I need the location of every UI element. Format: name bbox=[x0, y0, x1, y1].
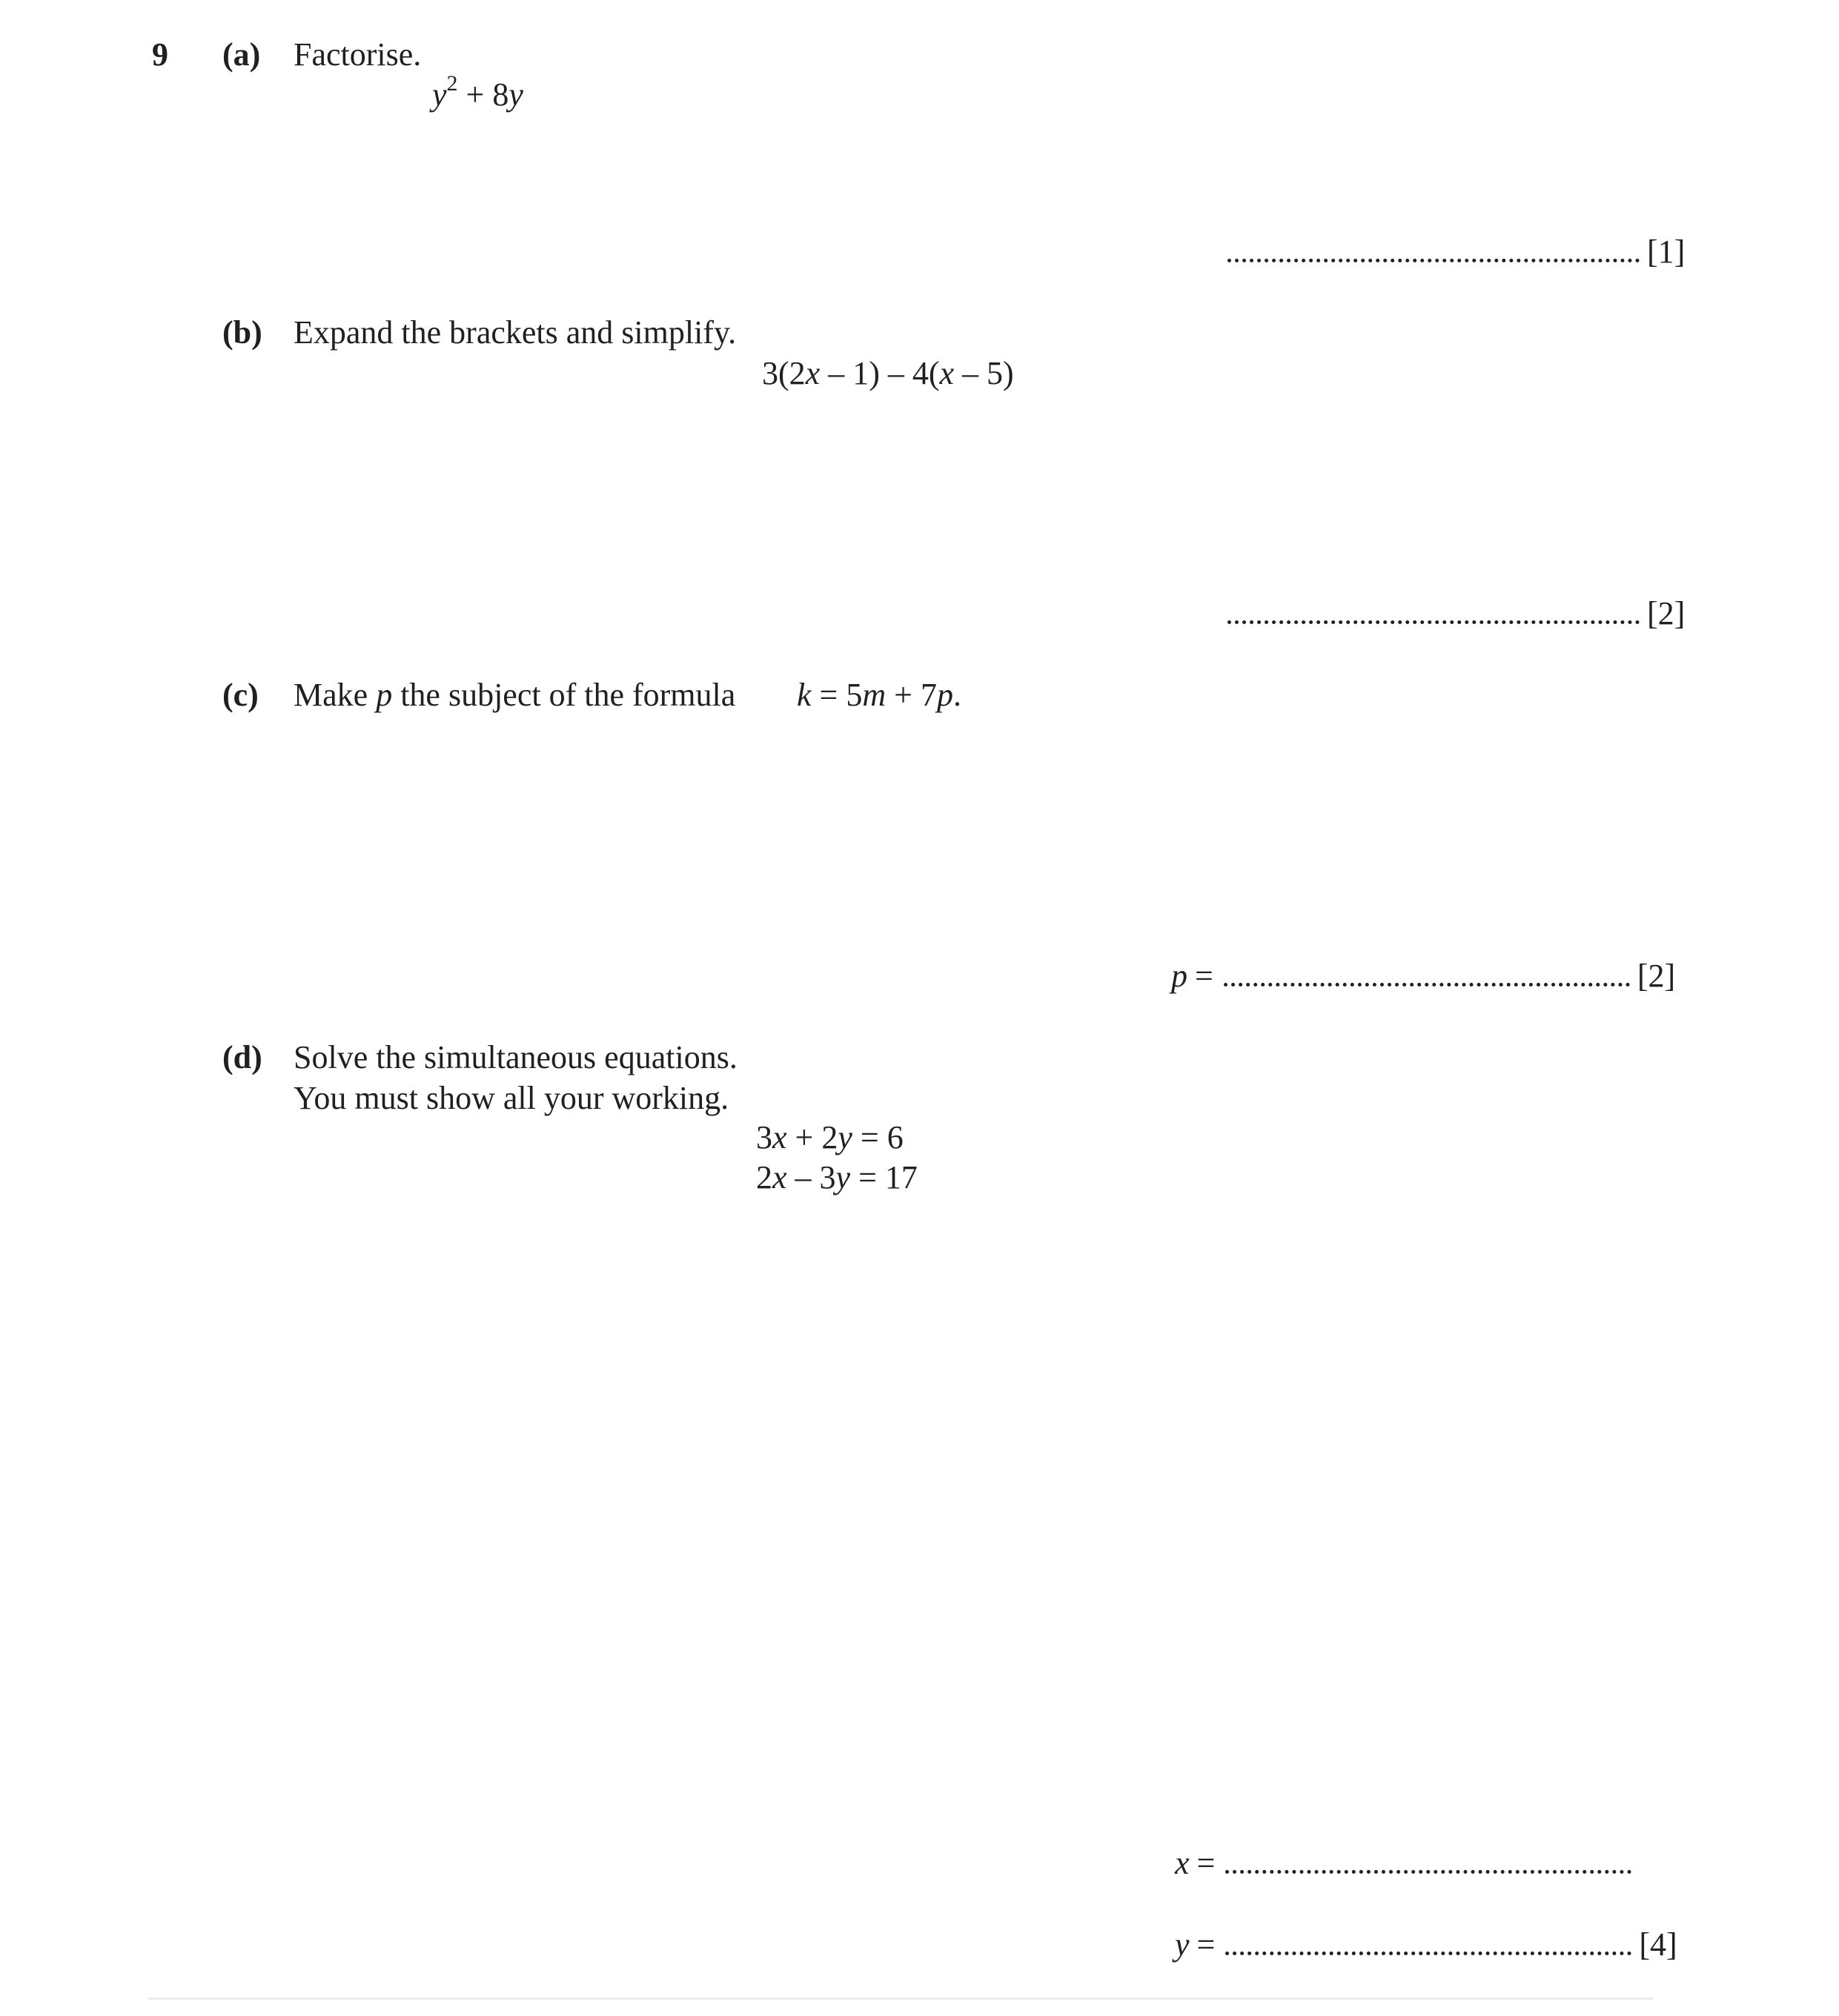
part-a-answer-line bbox=[1227, 233, 1686, 270]
part-b-instruction: Expand the brackets and simplify. bbox=[294, 314, 737, 351]
eq-part: = 6 bbox=[852, 1119, 904, 1155]
part-d-marks: [4] bbox=[1639, 1926, 1677, 1963]
expr-b-part: – 1) – 4( bbox=[820, 355, 940, 391]
eq-var: y bbox=[835, 1159, 851, 1196]
part-c-marks: [2] bbox=[1637, 958, 1676, 994]
part-a-marks: [1] bbox=[1647, 233, 1686, 270]
formula-var: k bbox=[797, 677, 812, 713]
eq-part: = 17 bbox=[850, 1159, 918, 1196]
eq-var: y bbox=[838, 1119, 852, 1155]
expr-a-var: y bbox=[508, 76, 523, 113]
answer-c-field[interactable] bbox=[1224, 982, 1630, 987]
part-b-marks: [2] bbox=[1647, 595, 1686, 631]
expr-b-var: x bbox=[939, 355, 955, 391]
part-c-text: the subject of the formula bbox=[392, 677, 736, 713]
eq-var: x bbox=[772, 1119, 787, 1155]
question-number: 9 bbox=[152, 36, 168, 73]
part-c-formula bbox=[797, 679, 961, 712]
page-bottom-rule bbox=[148, 1997, 1653, 2000]
part-c-instruction bbox=[294, 679, 735, 712]
answer-x-equals: = bbox=[1196, 1845, 1216, 1881]
part-a-instruction: Factorise. bbox=[294, 36, 422, 73]
equation-1 bbox=[756, 1121, 904, 1154]
answer-x-field[interactable] bbox=[1225, 1869, 1631, 1874]
part-a-label: (a) bbox=[222, 36, 261, 73]
part-d-label: (d) bbox=[222, 1039, 262, 1075]
part-c-label: (c) bbox=[222, 677, 259, 713]
part-d-answer-y-line bbox=[1175, 1926, 1677, 1963]
eq-part: 2 bbox=[756, 1159, 772, 1196]
part-b-expression bbox=[762, 357, 1014, 390]
part-d-instruction-2: You must show all your working. bbox=[294, 1080, 729, 1116]
eq-var: x bbox=[772, 1159, 787, 1196]
answer-y-label: y bbox=[1175, 1926, 1190, 1963]
part-d-answer-x-line bbox=[1175, 1847, 1631, 1880]
formula-part: . bbox=[952, 677, 961, 713]
equation-2 bbox=[756, 1161, 918, 1194]
formula-var: m bbox=[862, 677, 887, 713]
eq-part: 3 bbox=[756, 1119, 772, 1155]
expr-a-base: y bbox=[432, 76, 447, 113]
answer-c-equals: = bbox=[1195, 958, 1213, 994]
expr-b-part: 3(2 bbox=[762, 355, 806, 391]
part-b-answer-line bbox=[1227, 597, 1685, 630]
part-a-expression bbox=[432, 71, 523, 113]
formula-part: + 7 bbox=[886, 677, 937, 713]
expr-b-part: – 5) bbox=[954, 355, 1014, 391]
formula-part: = 5 bbox=[811, 677, 863, 713]
expr-a-rest: + 8 bbox=[457, 76, 509, 113]
answer-a-field[interactable] bbox=[1227, 258, 1640, 262]
part-d-instruction-1: Solve the simultaneous equations. bbox=[294, 1039, 738, 1075]
formula-var: p bbox=[936, 677, 953, 713]
answer-c-label: p bbox=[1171, 958, 1187, 994]
part-c-answer-line bbox=[1171, 960, 1675, 992]
answer-y-equals: = bbox=[1196, 1926, 1216, 1963]
part-c-var: p bbox=[376, 677, 393, 713]
eq-part: + 2 bbox=[786, 1119, 838, 1155]
expr-b-var: x bbox=[805, 355, 821, 391]
answer-y-field[interactable] bbox=[1225, 1951, 1631, 1955]
answer-x-label: x bbox=[1175, 1845, 1190, 1881]
expr-a-exponent: 2 bbox=[446, 71, 458, 96]
part-b-label: (b) bbox=[222, 314, 262, 351]
eq-part: – 3 bbox=[786, 1159, 836, 1196]
answer-b-field[interactable] bbox=[1227, 620, 1640, 624]
part-c-text: Make bbox=[294, 677, 377, 713]
